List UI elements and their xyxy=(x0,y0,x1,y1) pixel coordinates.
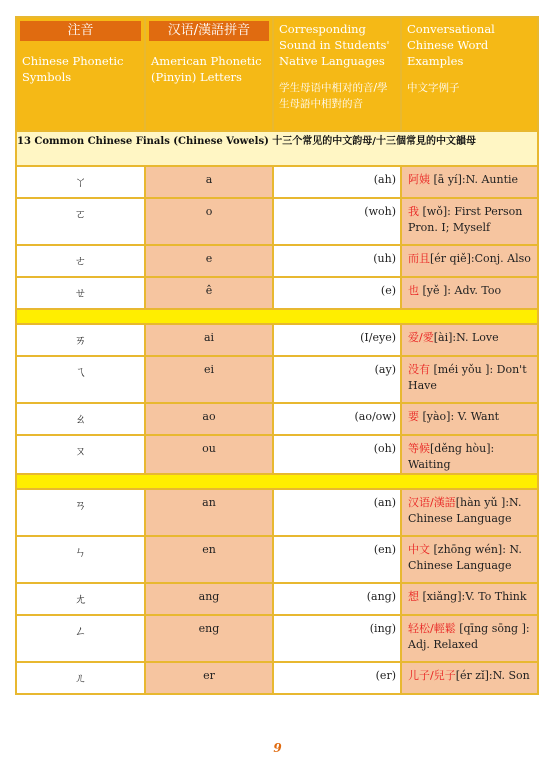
pinyin-cell: er xyxy=(145,662,273,694)
section-title xyxy=(16,131,538,166)
section-title-zh: 十三个常见的中文韵母/十三個常見的中文韻母 xyxy=(272,136,476,147)
example-chinese: 汉语/漢語 xyxy=(408,496,456,509)
phonetic-symbol-cell: ㄢ xyxy=(16,489,145,536)
separator-cell xyxy=(16,474,538,489)
sound-cell: (ay) xyxy=(273,356,401,403)
phonetic-symbol-cell: ㄥ xyxy=(16,615,145,662)
example-meaning: [wǒ]: First Person Pron. I; Myself xyxy=(408,205,523,234)
phonetic-symbol-cell: ㄠ xyxy=(16,403,145,435)
example-cell xyxy=(401,615,538,662)
section-title-row xyxy=(16,131,538,166)
phonetic-symbol-cell: ㄡ xyxy=(16,435,145,474)
sound-cell: (ao/ow) xyxy=(273,403,401,435)
pinyin-cell: ai xyxy=(145,324,273,356)
section-title-en: 13 Common Chinese Finals (Chinese Vowels) xyxy=(17,136,273,147)
table-row xyxy=(16,662,538,694)
pinyin-cell: an xyxy=(145,489,273,536)
header-cell-examples xyxy=(401,17,538,131)
table-row xyxy=(16,277,538,309)
example-meaning: [ài]:N. Love xyxy=(433,331,499,344)
col1-label: Chinese Phonetic Symbols xyxy=(22,54,124,84)
pinyin-cell: e xyxy=(145,245,273,277)
table-row xyxy=(16,356,538,403)
example-cell xyxy=(401,198,538,245)
example-chinese: 阿姨 xyxy=(408,173,430,186)
group-separator xyxy=(16,474,538,489)
table-row xyxy=(16,245,538,277)
phonetic-symbol-cell: ㄛ xyxy=(16,198,145,245)
table-row xyxy=(16,324,538,356)
pinyin-cell: o xyxy=(145,198,273,245)
col1-tab: 注音 xyxy=(20,21,141,41)
example-chinese: 等候 xyxy=(408,442,430,455)
example-chinese: 而且 xyxy=(408,252,430,265)
pinyin-cell: ei xyxy=(145,356,273,403)
sound-cell: (en) xyxy=(273,536,401,583)
col4-label: Conversational Chinese Word Examples xyxy=(407,22,495,68)
example-chinese: 我 xyxy=(408,205,419,218)
col4-sub: 中文字例子 xyxy=(407,82,460,94)
example-meaning: [xiǎng]:V. To Think xyxy=(419,590,527,603)
example-meaning: [zhōng wén]: N. Chinese Language xyxy=(408,543,522,572)
phonetic-symbol-cell: ㄞ xyxy=(16,324,145,356)
sound-cell: (oh) xyxy=(273,435,401,474)
pinyin-cell: a xyxy=(145,166,273,198)
sound-cell: (ing) xyxy=(273,615,401,662)
col2-label: American Phonetic (Pinyin) Letters xyxy=(151,54,262,84)
example-meaning: [méi yǒu ]: Don't Have xyxy=(408,363,527,392)
pinyin-cell: ang xyxy=(145,583,273,615)
example-cell xyxy=(401,356,538,403)
sound-cell: (ang) xyxy=(273,583,401,615)
example-meaning: [děng hòu]: Waiting xyxy=(408,442,495,471)
header-cell-sound xyxy=(273,17,401,131)
sound-cell: (woh) xyxy=(273,198,401,245)
pinyin-cell: ao xyxy=(145,403,273,435)
finals-table xyxy=(15,16,539,695)
example-cell xyxy=(401,403,538,435)
table-row xyxy=(16,489,538,536)
table-row xyxy=(16,615,538,662)
example-chinese: 中文 xyxy=(408,543,430,556)
phonetic-symbol-cell: ㄤ xyxy=(16,583,145,615)
pinyin-cell: eng xyxy=(145,615,273,662)
example-chinese: 也 xyxy=(408,284,419,297)
example-meaning: [ā yí]:N. Auntie xyxy=(430,173,519,186)
example-chinese: 爱/愛 xyxy=(408,331,434,344)
example-chinese: 儿子/兒子 xyxy=(408,669,456,682)
example-chinese: 没有 xyxy=(408,363,430,376)
table-row xyxy=(16,583,538,615)
example-meaning: [hàn yǔ ]:N. Chinese Language xyxy=(408,496,522,525)
sound-cell: (e) xyxy=(273,277,401,309)
example-meaning: [ér zǐ]:N. Son xyxy=(455,669,530,682)
table-row xyxy=(16,536,538,583)
col2-tab: 汉语/漢語拼音 xyxy=(149,21,269,41)
phonetic-symbol-cell: ㄦ xyxy=(16,662,145,694)
example-cell xyxy=(401,277,538,309)
sound-cell: (I/eye) xyxy=(273,324,401,356)
table-row xyxy=(16,403,538,435)
phonetic-symbol-cell: ㄚ xyxy=(16,166,145,198)
group-separator xyxy=(16,309,538,324)
col3-sub: 学生母语中相对的音/學生母語中相對的音 xyxy=(279,82,388,110)
pinyin-cell: ê xyxy=(145,277,273,309)
separator-cell xyxy=(16,309,538,324)
example-meaning: [yě ]: Adv. Too xyxy=(419,284,502,297)
phonetic-symbol-cell: ㄜ xyxy=(16,245,145,277)
sound-cell: (an) xyxy=(273,489,401,536)
phonetic-symbol-cell: ㄟ xyxy=(16,356,145,403)
phonetic-symbol-cell: ㄣ xyxy=(16,536,145,583)
phonetic-symbol-cell: ㄝ xyxy=(16,277,145,309)
page-number: 9 xyxy=(273,741,282,755)
sound-cell: (ah) xyxy=(273,166,401,198)
example-cell xyxy=(401,536,538,583)
example-meaning: [ér qiě]:Conj. Also xyxy=(430,252,531,265)
pinyin-cell: ou xyxy=(145,435,273,474)
header-cell-pinyin xyxy=(145,17,273,131)
header-row xyxy=(16,17,538,131)
example-meaning: [qīng sōng ]: Adj. Relaxed xyxy=(408,622,530,651)
example-cell xyxy=(401,324,538,356)
sound-cell: (uh) xyxy=(273,245,401,277)
example-cell xyxy=(401,166,538,198)
sound-cell: (er) xyxy=(273,662,401,694)
table-row xyxy=(16,198,538,245)
example-cell xyxy=(401,489,538,536)
example-chinese: 轻松/輕鬆 xyxy=(408,622,456,635)
example-cell xyxy=(401,245,538,277)
example-cell xyxy=(401,583,538,615)
example-chinese: 要 xyxy=(408,410,419,423)
example-cell xyxy=(401,435,538,474)
example-meaning: [yào]: V. Want xyxy=(419,410,500,423)
header-cell-symbols xyxy=(16,17,145,131)
pinyin-cell: en xyxy=(145,536,273,583)
col3-label: Corresponding Sound in Students' Native Languages xyxy=(279,22,390,68)
table-row xyxy=(16,435,538,474)
table-row xyxy=(16,166,538,198)
example-cell xyxy=(401,662,538,694)
example-chinese: 想 xyxy=(408,590,419,603)
